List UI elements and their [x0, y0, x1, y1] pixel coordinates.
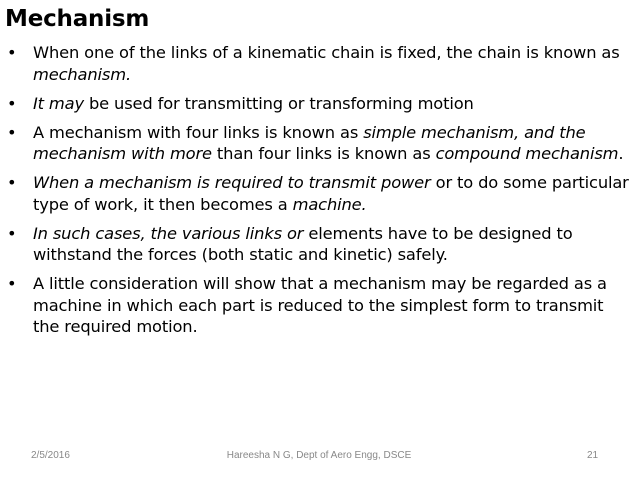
bullet-text-italic: machine. [292, 194, 367, 214]
bullet-text-italic: mechanism. [33, 64, 131, 84]
bullet-text-italic: In such cases, the various links or [33, 223, 304, 243]
bullet-marker: • [7, 173, 17, 192]
bullet-list [0, 42, 636, 345]
bullet-text: than four links is known as [211, 144, 436, 163]
bullet-text: elements have to be designed to withstand the forces (both static and kinetic) safely. [33, 223, 573, 264]
bullet-marker: • [7, 223, 17, 243]
bullet-text: or to do some particular type of work, it then becomes a [33, 173, 629, 214]
footer-date: 2/5/2016 [31, 450, 70, 461]
slide-title: Mechanism [5, 6, 150, 32]
bullet-item [0, 93, 636, 115]
bullet-marker: • [7, 93, 17, 113]
bullet-item [0, 122, 636, 165]
bullet-text: be used for transmitting or transforming motion [83, 93, 474, 113]
bullet-text: A little consideration will show that a mechanism may be regarded as a machine in which each part is reduced to the simplest form to transmit the required motion. [33, 274, 607, 336]
bullet-marker: • [7, 122, 17, 142]
bullet-text-italic: compound mechanism [435, 144, 619, 163]
bullet-text-italic: simple mechanism, and the mechanism with more [33, 122, 586, 163]
bullet-item [0, 223, 636, 266]
bullet-marker: • [7, 43, 17, 62]
bullet-text: When one of the links of a kinematic chain is fixed, the chain is known as [33, 43, 620, 62]
bullet-item [0, 42, 636, 85]
bullet-item [0, 172, 636, 215]
footer-author: Hareesha N G, Dept of Aero Engg, DSCE [226, 450, 412, 461]
footer-page-number: 21 [587, 450, 599, 461]
bullet-text: . [618, 144, 624, 163]
bullet-text-italic: It may [33, 93, 84, 113]
bullet-text: A mechanism with four links is known as [33, 122, 364, 142]
bullet-marker: • [7, 274, 17, 293]
bullet-text-italic: When a mechanism is required to transmit power [33, 173, 431, 192]
bullet-item [0, 273, 636, 338]
